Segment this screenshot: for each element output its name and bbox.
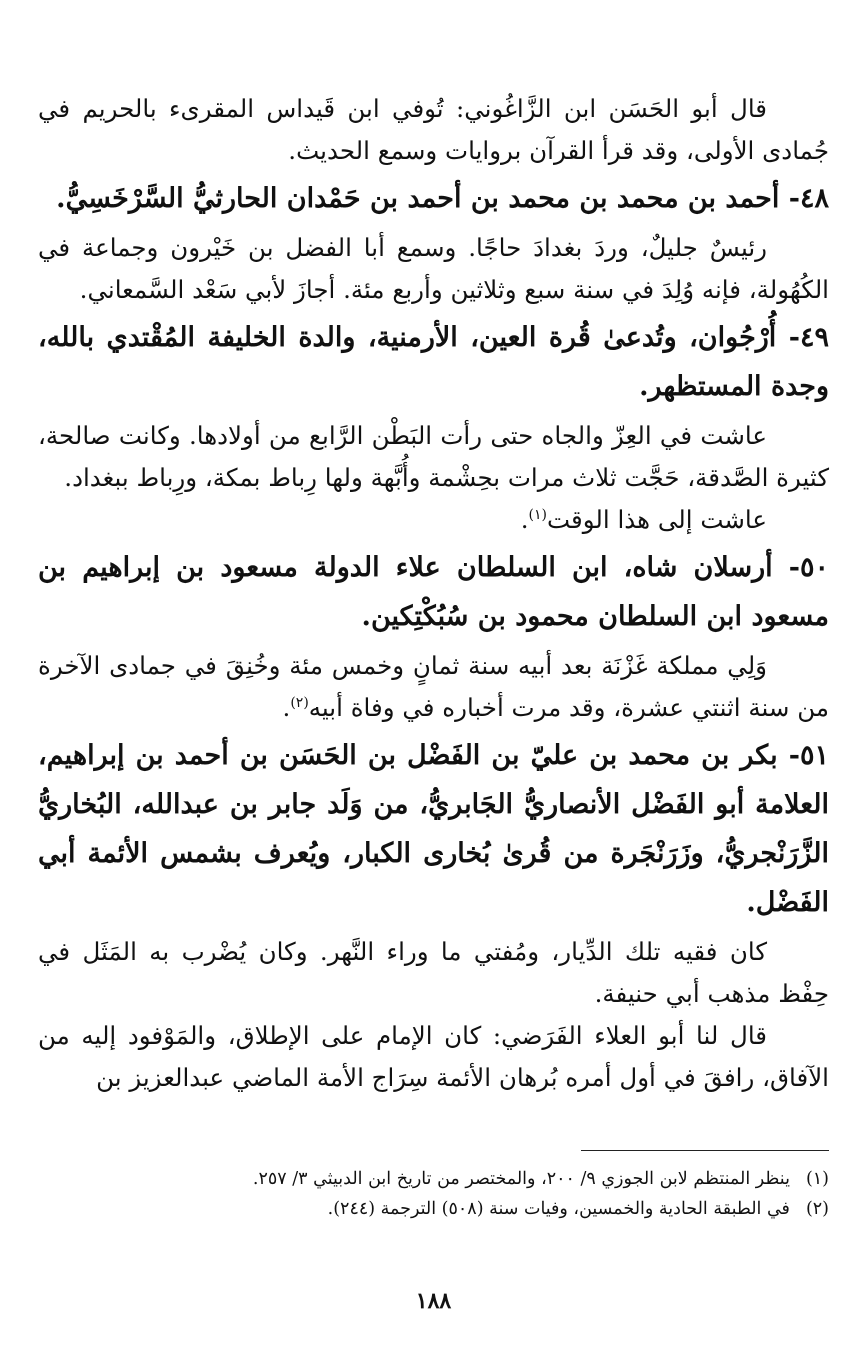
entry-heading-48: ٤٨- أحمد بن محمد بن محمد بن أحمد بن حَمْدان الحارثيُّ السَّرْخَسِيُّ. bbox=[56, 183, 829, 214]
paragraph-intro: قال أبو الحَسَن ابن الزَّاغُوني: تُوفي ابن قَيداس المقرىء بالحريم في جُمادى الأولى، وقد قرأ القرآن بروايات وسمع الحديث. bbox=[38, 94, 829, 165]
entry-heading-51: ٥١- بكر بن محمد بن عليّ بن الفَضْل بن الحَسَن بن أحمد بن إبراهيم، العلامة أبو الفَضْل الأنصاريُّ الجَابريُّ، من وَلَد جابر بن عبدالله، البُخاريُّ الزَّرَنْجريُّ، وزَرَنْجَرة من قُرىٰ بُخارى الكبار، ويُعرف بشمس الأئمة أبي الفَضْل. bbox=[38, 740, 829, 918]
footnote-1 bbox=[38, 1164, 829, 1194]
footnote-number: (٢) bbox=[805, 1199, 829, 1219]
entry-text-50-text: وَلِي مملكة غَزْنَة بعد أبيه سنة ثمانٍ وخمس مئة وخُنِقَ في جمادى الآخرة من سنة اثنتي عشرة، وقد مرت أخباره في وفاة أبيه bbox=[38, 651, 829, 722]
footnote-text: ينظر المنتظم لابن الجوزي ٩/ ٢٠٠، والمختصر من تاريخ ابن الدبيثي ٣/ ٢٥٧. bbox=[252, 1169, 790, 1189]
entry-heading-50: ٥٠- أرسلان شاه، ابن السلطان علاء الدولة مسعود بن إبراهيم بن مسعود ابن السلطان محمود بن سُبُكْتِكين. bbox=[38, 552, 829, 632]
footnote-ref-2[interactable]: (٢) bbox=[290, 694, 309, 711]
entry-text-51: كان فقيه تلك الدِّيار، ومُفتي ما وراء النَّهر. وكان يُضْرب به المَثَل في حِفْظ مذهب أبي حنيفة. bbox=[38, 937, 829, 1008]
entry-text-48: رئيسٌ جليلٌ، وردَ بغدادَ حاجًا. وسمع أبا الفضل بن خَيْرون وجماعة في الكُهُولة، فإنه وُلِدَ في سنة سبع وثلاثين وأربع مئة. أجازَ لأبي سَعْد السَّمعاني. bbox=[38, 233, 829, 304]
entry-text-50-punct: . bbox=[282, 693, 291, 722]
entry-text-49: عاشت في العِزّ والجاه حتى رأت البَطْن الرَّابع من أولادها. وكانت صالحة، كثيرة الصَّدقة، حَجَّت ثلاث مرات بحِشْمة وأُبَّهة ولها رِباط بمكة، ورِباط ببغداد. bbox=[38, 421, 829, 492]
footnotes bbox=[38, 1164, 829, 1224]
footnote-text: في الطبقة الحادية والخمسين، وفيات سنة (٥٠٨) الترجمة (٢٤٤). bbox=[327, 1199, 790, 1219]
footnote-divider bbox=[581, 1150, 829, 1151]
entry-text-51-cont: قال لنا أبو العلاء الفَرَضي: كان الإمام على الإطلاق، والمَوْفود إليه من الآفاق، رافقَ في أول أمره بُرهان الأئمة سِرَاج الأمة الماضي عبدالعزيز بن bbox=[38, 1021, 829, 1092]
entry-text-49-end bbox=[38, 499, 829, 541]
entry-text-49-end-punct: . bbox=[520, 505, 529, 534]
page-body bbox=[38, 88, 829, 1099]
page-number: ١٨٨ bbox=[415, 1288, 452, 1314]
entry-text-50 bbox=[38, 645, 829, 729]
footnote-number: (١) bbox=[805, 1169, 829, 1189]
entry-text-49-end-text: عاشت إلى هذا الوقت bbox=[546, 505, 767, 534]
entry-heading-49: ٤٩- أُرْجُوان، وتُدعىٰ قُرة العين، الأرمنية، والدة الخليفة المُقْتدي بالله، وجدة المستظهر. bbox=[38, 322, 829, 402]
footnote-ref-1[interactable]: (١) bbox=[528, 506, 547, 523]
footnote-2 bbox=[38, 1194, 829, 1224]
